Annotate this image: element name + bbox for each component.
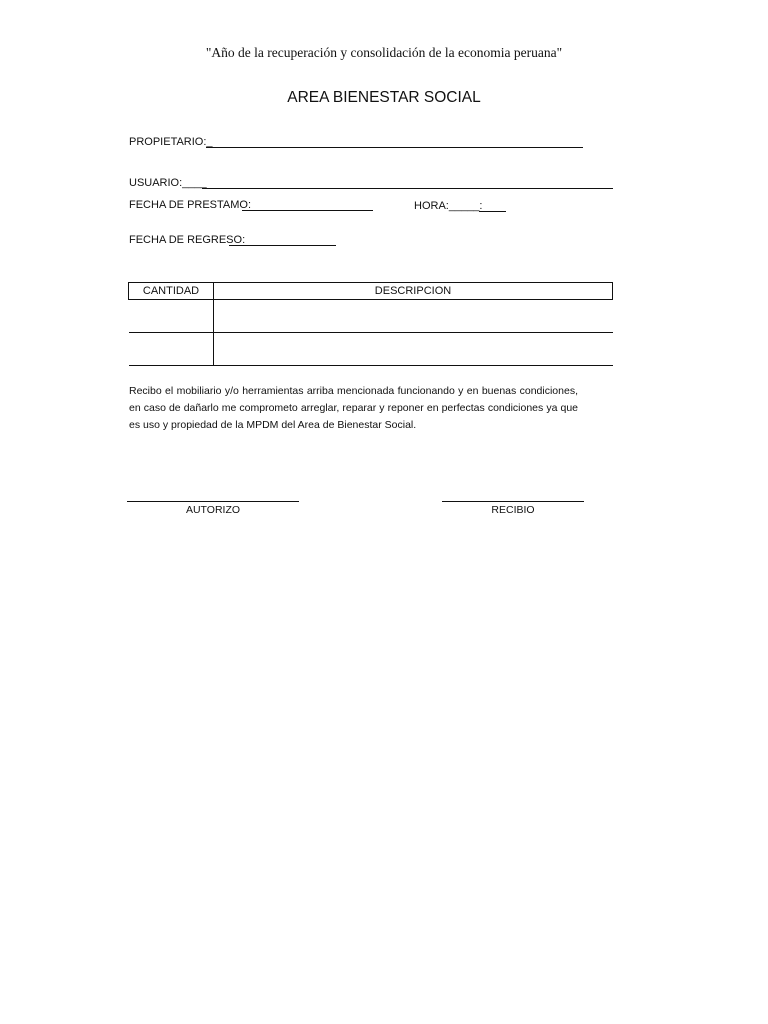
table-row	[129, 300, 613, 333]
column-header-descripcion: DESCRIPCION	[214, 283, 613, 300]
fecha-prestamo-line	[242, 210, 373, 211]
propietario-label: PROPIETARIO:_	[129, 136, 213, 148]
cantidad-cell	[129, 333, 214, 366]
descripcion-cell	[214, 333, 613, 366]
declaration-paragraph: Recibo el mobiliario y/o herramientas arriba mencionada funcionando y en buenas condiciones, en caso de dañarlo me comprometo arreglar, reparar y reponer en perfectas condiciones ya que es uso y propiedad de la MPDM del Area de Bienestar Social.	[129, 385, 578, 431]
fecha-regreso-label: FECHA DE REGRESO:	[129, 234, 246, 246]
signature-label-autorizo: AUTORIZO	[185, 504, 241, 516]
hora-label: HORA:_____:	[414, 200, 483, 212]
fecha-regreso-line	[229, 245, 336, 246]
page-title: AREA BIENESTAR SOCIAL	[287, 89, 481, 106]
usuario-label: USUARIO:____	[129, 177, 207, 189]
usuario-line	[202, 188, 613, 189]
items-table	[128, 282, 613, 366]
table-header-row	[129, 283, 613, 300]
hora-minutes-line	[479, 211, 506, 212]
descripcion-cell	[214, 300, 613, 333]
propietario-line	[206, 147, 583, 148]
motto-heading: "Año de la recuperación y consolidación de la economia peruana"	[205, 45, 563, 60]
signature-line-recibio	[442, 501, 584, 502]
fecha-prestamo-label: FECHA DE PRESTAMO:	[129, 199, 252, 211]
table-row	[129, 333, 613, 366]
column-header-cantidad: CANTIDAD	[129, 283, 214, 300]
cantidad-cell	[129, 300, 214, 333]
signature-line-autorizo	[127, 501, 299, 502]
signature-label-recibio: RECIBIO	[491, 504, 535, 516]
